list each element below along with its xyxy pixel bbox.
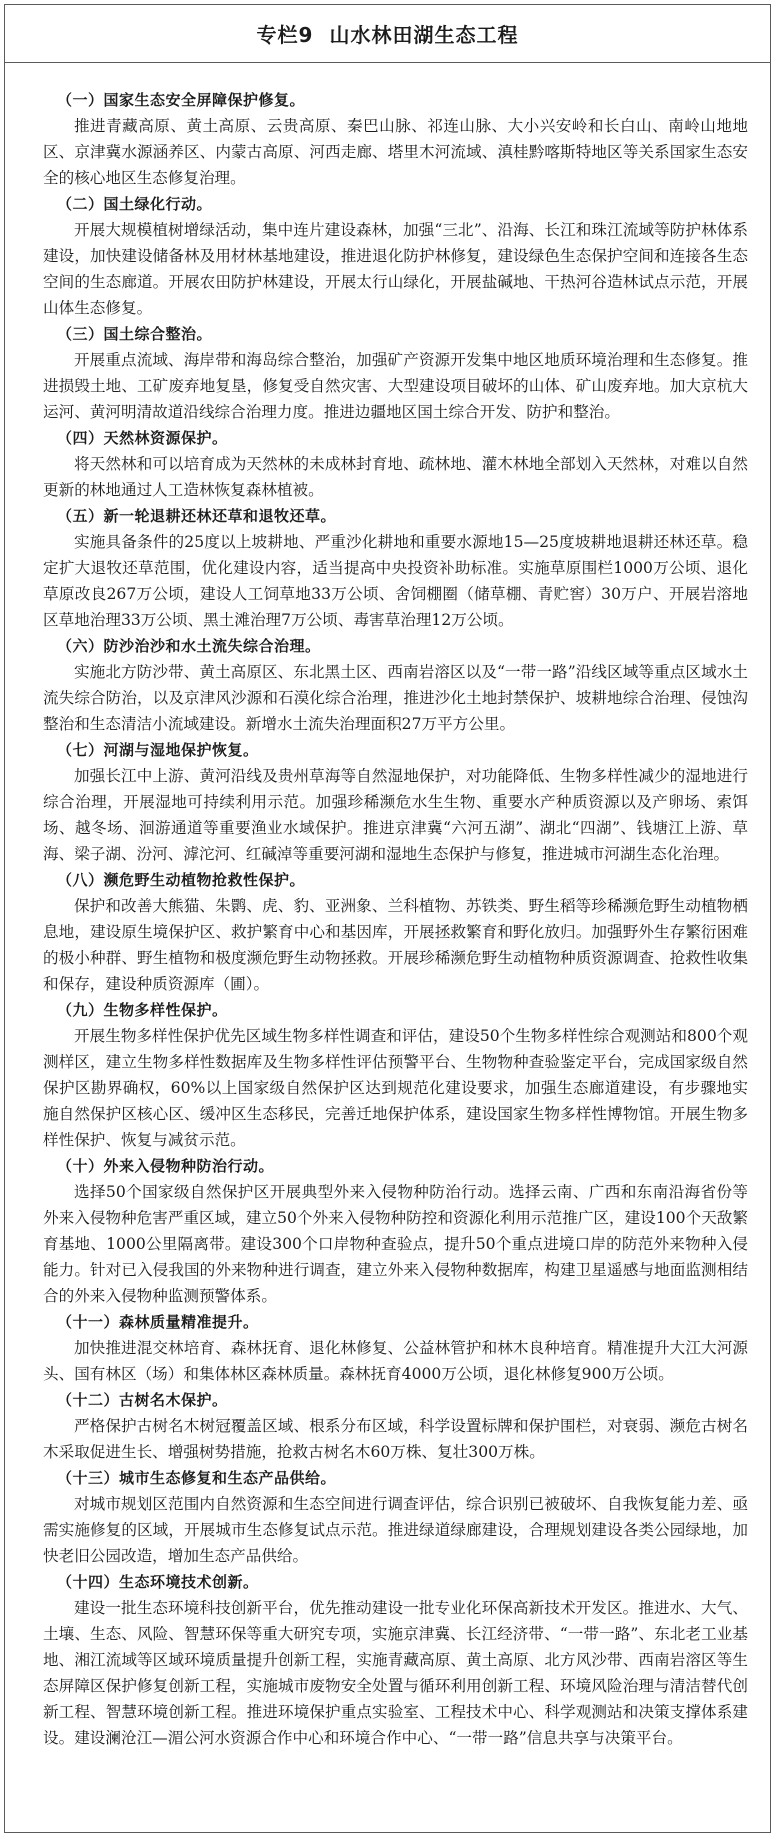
- section-title: （一）国家生态安全屏障保护修复。: [57, 91, 306, 109]
- section-7: [43, 737, 748, 867]
- section-9: [43, 997, 748, 1153]
- section-title: （九）生物多样性保护。: [57, 1001, 228, 1019]
- section-14: [43, 1569, 748, 1751]
- column-content: [5, 63, 770, 1832]
- section-title: （二）国土绿化行动。: [57, 195, 213, 213]
- section-3: [43, 321, 748, 425]
- section-title: （十三）城市生态修复和生态产品供给。: [57, 1469, 337, 1487]
- section-title: （十四）生态环境技术创新。: [57, 1573, 259, 1591]
- section-body: 实施北方防沙带、黄土高原区、东北黑土区、西南岩溶区以及“一带一路”沿线区域等重点区域水土流失综合防治，以及京津风沙源和石漠化综合治理，推进沙化土地封禁保护、坡耕地综合治理、侵蚀沟整治和生态清洁小流域建设。新增水土流失治理面积27万平方公里。: [43, 663, 748, 733]
- section-6: [43, 633, 748, 737]
- section-body: 开展大规模植树增绿活动，集中连片建设森林，加强“三北”、沿海、长江和珠江流域等防护林体系建设，加快建设储备林及用材林基地建设，推进退化防护林修复，建设绿色生态保护空间和连接各生态空间的生态廊道。开展农田防护林建设，开展太行山绿化，开展盐碱地、干热河谷造林试点示范，开展山体生态修复。: [43, 221, 748, 317]
- column-title: 山水林田湖生态工程: [329, 23, 519, 47]
- section-12: [43, 1387, 748, 1465]
- section-title: （五）新一轮退耕还林还草和退牧还草。: [57, 507, 337, 525]
- section-title: （十）外来入侵物种防治行动。: [57, 1157, 275, 1175]
- section-body: 开展生物多样性保护优先区域生物多样性调查和评估，建设50个生物多样性综合观测站和800个观测样区，建立生物多样性数据库及生物多样性评估预警平台、生物物种查验鉴定平台，完成国家级自然保护区勘界确权，60%以上国家级自然保护区达到规范化建设要求，加强生态廊道建设，有步骤地实施自然保护区核心区、缓冲区生态移民，完善迁地保护体系，建设国家生物多样性博物馆。开展生物多样性保护、恢复与减贫示范。: [43, 1027, 748, 1149]
- section-2: [43, 191, 748, 321]
- section-title: （十一）森林质量精准提升。: [57, 1313, 259, 1331]
- section-1: [43, 87, 748, 191]
- section-title: （六）防沙治沙和水土流失综合治理。: [57, 637, 321, 655]
- section-title: （十二）古树名木保护。: [57, 1391, 228, 1409]
- section-body: 将天然林和可以培育成为天然林的未成林封育地、疏林地、灌木林地全部划入天然林，对难以自然更新的林地通过人工造林恢复森林植被。: [43, 455, 748, 499]
- section-body: 开展重点流域、海岸带和海岛综合整治，加强矿产资源开发集中地区地质环境治理和生态修复。推进损毁土地、工矿废弃地复垦，修复受自然灾害、大型建设项目破坏的山体、矿山废弃地。加大京杭大运河、黄河明清故道沿线综合治理力度。推进边疆地区国土综合开发、防护和整治。: [43, 351, 748, 421]
- section-5: [43, 503, 748, 633]
- section-body: 加强长江中上游、黄河沿线及贵州草海等自然湿地保护，对功能降低、生物多样性减少的湿地进行综合治理，开展湿地可持续利用示范。加强珍稀濒危水生生物、重要水产种质资源以及产卵场、索饵场、越冬场、洄游通道等重要渔业水域保护。推进京津冀“六河五湖”、湖北“四湖”、钱塘江上游、草海、梁子湖、汾河、滹沱河、红碱淖等重要河湖和湿地生态保护与修复，推进城市河湖生态化治理。: [43, 767, 748, 863]
- column-box: [4, 4, 771, 1833]
- section-body: 对城市规划区范围内自然资源和生态空间进行调查评估，综合识别已被破坏、自我恢复能力差、亟需实施修复的区域，开展城市生态修复试点示范。推进绿道绿廊建设，合理规划建设各类公园绿地，加快老旧公园改造，增加生态产品供给。: [43, 1495, 748, 1565]
- section-body: 保护和改善大熊猫、朱鹮、虎、豹、亚洲象、兰科植物、苏铁类、野生稻等珍稀濒危野生动植物栖息地，建设原生境保护区、救护繁育中心和基因库，开展拯救繁育和野化放归。加强野外生存繁衍困难的极小种群、野生植物和极度濒危野生动物拯救。开展珍稀濒危野生动植物种质资源调查、抢救性收集和保存，建设种质资源库（圃）。: [43, 897, 748, 993]
- section-10: [43, 1153, 748, 1309]
- column-label: 专栏9: [256, 23, 314, 47]
- section-title: （四）天然林资源保护。: [57, 429, 228, 447]
- section-body: 实施具备条件的25度以上坡耕地、严重沙化耕地和重要水源地15—25度坡耕地退耕还林还草。稳定扩大退牧还草范围，优化建设内容，适当提高中央投资补助标准。实施草原围栏1000万公顷、退化草原改良267万公顷，建设人工饲草地33万公顷、舍饲棚圈（储草棚、青贮窖）30万户、开展岩溶地区草地治理33万公顷、黑土滩治理7万公顷、毒害草治理12万公顷。: [43, 533, 748, 629]
- section-13: [43, 1465, 748, 1569]
- section-body: 选择50个国家级自然保护区开展典型外来入侵物种防治行动。选择云南、广西和东南沿海省份等外来入侵物种危害严重区域，建立50个外来入侵物种防控和资源化利用示范推广区，建设100个天敌繁育基地、1000公里隔离带。建设300个口岸物种查验点，提升50个重点进境口岸的防范外来物种入侵能力。针对已入侵我国的外来物种进行调查，建立外来入侵物种数据库，构建卫星遥感与地面监测相结合的外来入侵物种监测预警体系。: [43, 1183, 748, 1305]
- section-4: [43, 425, 748, 503]
- section-body: 加快推进混交林培育、森林抚育、退化林修复、公益林管护和林木良种培育。精准提升大江大河源头、国有林区（场）和集体林区森林质量。森林抚育4000万公顷，退化林修复900万公顷。: [43, 1339, 748, 1383]
- section-body: 建设一批生态环境科技创新平台，优先推动建设一批专业化环保高新技术开发区。推进水、大气、土壤、生态、风险、智慧环保等重大研究专项，实施京津冀、长江经济带、“一带一路”、东北老工业基地、湘江流域等区域环境质量提升创新工程，实施青藏高原、黄土高原、北方风沙带、西南岩溶区等生态屏障区保护修复创新工程，实施城市废物安全处置与循环利用创新工程、环境风险治理与清洁替代创新工程、智慧环境创新工程。推进环境保护重点实验室、工程技术中心、科学观测站和决策支撑体系建设。建设澜沧江—湄公河水资源合作中心和环境合作中心、“一带一路”信息共享与决策平台。: [43, 1599, 748, 1747]
- column-header: [5, 5, 770, 63]
- section-8: [43, 867, 748, 997]
- section-title: （七）河湖与湿地保护恢复。: [57, 741, 259, 759]
- section-body: 推进青藏高原、黄土高原、云贵高原、秦巴山脉、祁连山脉、大小兴安岭和长白山、南岭山地地区、京津冀水源涵养区、内蒙古高原、河西走廊、塔里木河流域、滇桂黔喀斯特地区等关系国家生态安全的核心地区生态修复治理。: [43, 117, 748, 187]
- section-11: [43, 1309, 748, 1387]
- section-title: （三）国土综合整治。: [57, 325, 213, 343]
- section-title: （八）濒危野生动植物抢救性保护。: [57, 871, 306, 889]
- section-body: 严格保护古树名木树冠覆盖区域、根系分布区域，科学设置标牌和保护围栏，对衰弱、濒危古树名木采取促进生长、增强树势措施，抢救古树名木60万株、复壮300万株。: [43, 1417, 748, 1461]
